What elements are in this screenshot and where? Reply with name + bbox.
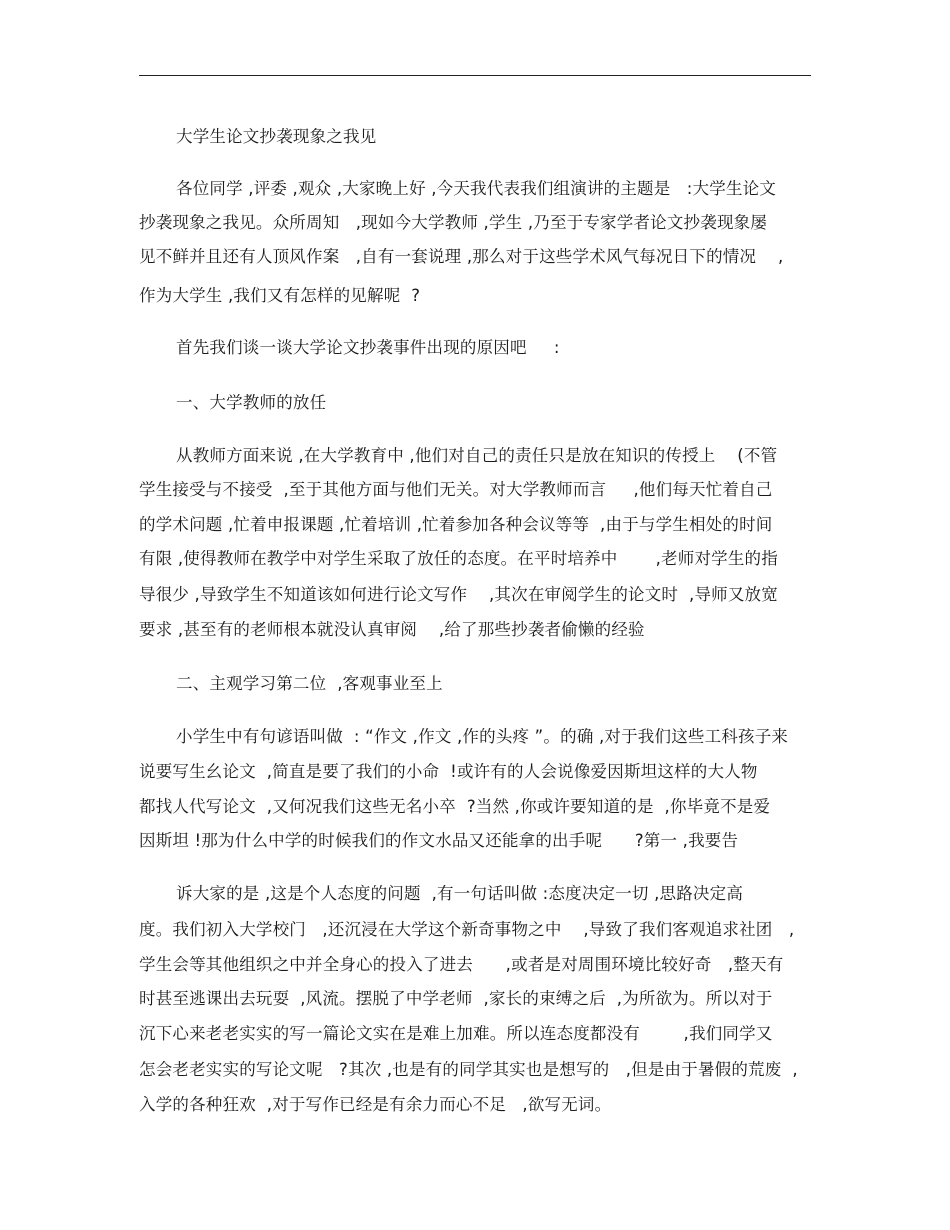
section-heading: 二、主观学习第二位 ,客观事业至上: [176, 674, 443, 693]
paragraph-line: 的学术问题 ,忙着申报课题 ,忙着培训 ,忙着参加各种会议等等 ,由于与学生相处的时间: [139, 515, 773, 534]
paragraph-line: 沉下心来老老实实的写一篇论文实在是难上加难。所以连态度都没有 ,我们同学又: [139, 1024, 773, 1043]
paragraph-line: 学生接受与不接受 ,至于其他方面与他们无关。对大学教师而言 ,他们每天忙着自己: [139, 480, 773, 499]
paragraph-line: 都找人代写论文 ,又何况我们这些无名小卒 ?当然 ,你或许要知道的是 ,你毕竟不是爱: [139, 797, 771, 816]
paragraph-line: 怎会老老实实的写论文呢 ?其次 ,也是有的同学其实也是想写的 ,但是由于暑假的荒废 ,: [139, 1060, 798, 1079]
paragraph-line: 见不鲜并且还有人顶风作案 ,自有一套说理 ,那么对于这些学术风气每况日下的情况 ,: [139, 247, 784, 266]
paragraph-line: 首先我们谈一谈大学论文抄袭事件出现的原因吧 :: [176, 338, 560, 357]
paragraph-line: 作为大学生 ,我们又有怎样的见解呢 ?: [139, 286, 421, 305]
paragraph-line: 说要写生幺论文 ,简直是要了我们的小命 !或许有的人会说像爱因斯坦这样的大人物: [139, 762, 758, 781]
paragraph-line: 有限 ,使得教师在教学中对学生采取了放任的态度。在平时培养中 ,老师对学生的指: [139, 549, 778, 568]
paragraph-line: 各位同学 ,评委 ,观众 ,大家晚上好 ,今天我代表我们组演讲的主题是 :大学生论文: [176, 179, 777, 198]
paragraph-line: 诉大家的是 ,这是个人态度的问题 ,有一句话叫做 :态度决定一切 ,思路决定高: [176, 884, 744, 903]
paragraph-line: 因斯坦 !那为什么中学的时候我们的作文水品又还能拿的出手呢 ?第一 ,我要告: [139, 831, 739, 850]
paragraph-line: 抄袭现象之我见。众所周知 ,现如今大学教师 ,学生 ,乃至于专家学者论文抄袭现象屡: [139, 213, 768, 232]
paragraph-line: 时甚至逃课出去玩耍 ,风流。摆脱了中学老师 ,家长的束缚之后 ,为所欲为。所以对于: [139, 989, 773, 1008]
paragraph-line: 学生会等其他组织之中并全身心的投入了进去 ,或者是对周围环境比较好奇 ,整天有: [139, 955, 784, 974]
section-heading: 一、大学教师的放任: [176, 393, 327, 412]
paragraph-line: 入学的各种狂欢 ,对于写作已经是有余力而心不足 ,欲写无词。: [139, 1095, 612, 1114]
paragraph-line: 小学生中有句谚语叫做 : “作文 ,作文 ,作的头疼 ”。的确 ,对于我们这些工科孩子来: [176, 727, 789, 746]
header-rule: [139, 75, 811, 76]
paragraph-line: 要求 ,甚至有的老师根本就没认真审阅 ,给了那些抄袭者偷懒的经验: [139, 620, 645, 639]
paragraph-line: 导很少 ,导致学生不知道该如何进行论文写作 ,其次在审阅学生的论文时 ,导师又放宽: [139, 585, 778, 604]
paragraph-line: 从教师方面来说 ,在大学教育中 ,他们对自己的责任只是放在知识的传授上 (不管: [176, 446, 778, 465]
paragraph-line: 度。我们初入大学校门 ,还沉浸在大学这个新奇事物之中 ,导致了我们客观追求社团 ,: [139, 920, 795, 939]
document-title: 大学生论文抄袭现象之我见: [176, 127, 377, 146]
